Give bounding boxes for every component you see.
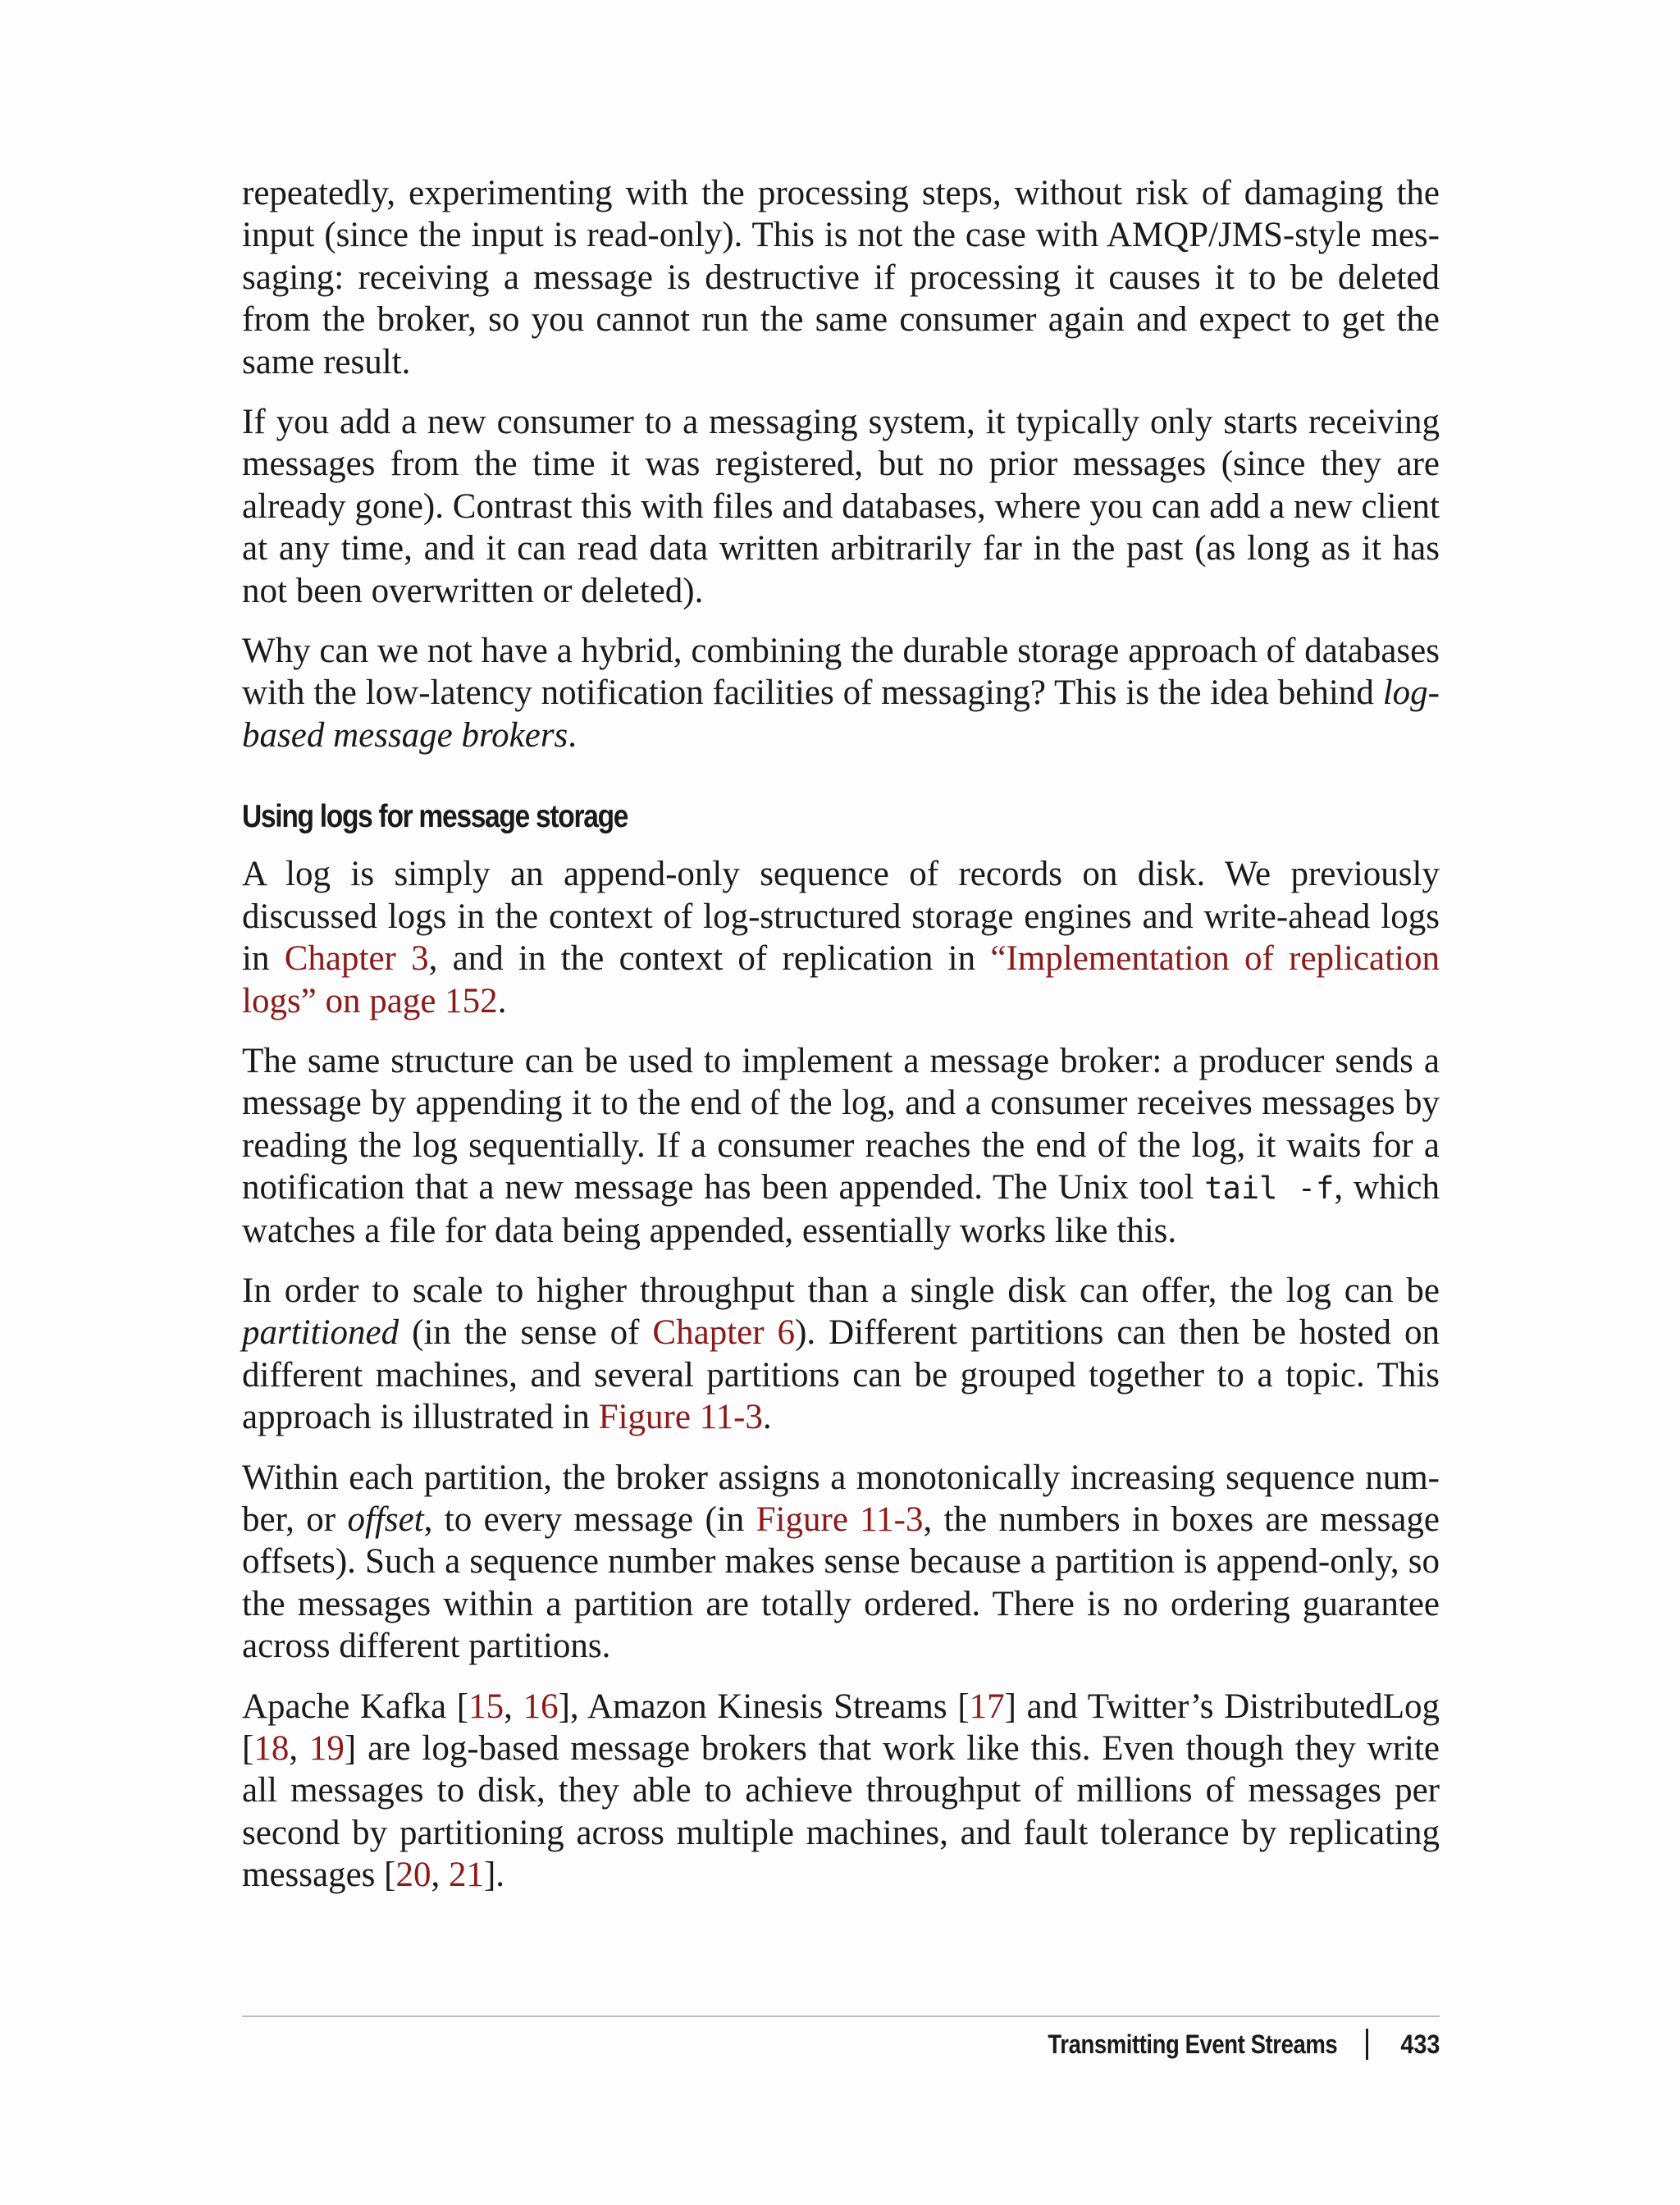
paragraph-8-e: ]. [483, 1856, 505, 1895]
page-number: 433 [1399, 2029, 1440, 2059]
paragraph-3-end: . [568, 715, 578, 755]
paragraph-6-text: In order to scale to higher throughput than a single disk can offer, the log can be [242, 1271, 1440, 1310]
paragraph-8 [242, 1686, 1440, 1897]
section-heading: Using logs for message storage [242, 799, 628, 835]
paragraph-7 [242, 1457, 1440, 1668]
paragraph-7-text: Within each partition, the broker assigns a monotonically increasing sequence number, or [242, 1458, 1440, 1539]
paragraph-4-mid: , and in the context of replication in [428, 939, 991, 979]
paragraph-5 [242, 1040, 1440, 1252]
paragraph-4-text: A log is simply an append-only sequence of records on disk. We previously discussed logs in the context of log-structured storage engines and write-ahead logs in [242, 855, 1440, 979]
code-tail-f: tail -f [1204, 1171, 1335, 1207]
ref-separator: , [431, 1856, 449, 1895]
ref-16[interactable]: 16 [523, 1687, 559, 1726]
link-figure-11-3-second[interactable]: Figure 11-3 [756, 1500, 924, 1539]
footer-separator [1366, 2029, 1368, 2060]
ref-separator: , [504, 1687, 523, 1726]
link-implementation-of-replication-logs[interactable]: “Implementation of replication logs” on page 152 [242, 939, 1440, 1020]
paragraph-4-end: . [497, 981, 507, 1020]
link-chapter-6[interactable]: Chapter 6 [652, 1313, 796, 1353]
paragraph-1 [242, 172, 1440, 383]
paragraph-3 [242, 630, 1440, 756]
term-offset: offset [347, 1500, 424, 1539]
paragraph-7-mid: , to every message (in [423, 1500, 756, 1539]
ref-17[interactable]: 17 [969, 1687, 1005, 1726]
ref-separator: , [289, 1729, 309, 1768]
paragraph-8-b: ], Amazon Kinesis Streams [ [558, 1687, 970, 1726]
ref-20[interactable]: 20 [395, 1856, 431, 1895]
link-figure-11-3[interactable]: Figure 11-3 [598, 1398, 763, 1437]
page-body [242, 172, 1440, 1915]
ref-18[interactable]: 18 [253, 1729, 290, 1768]
paragraph-8-d: ] are log-based message brokers that work like this. Even though they write all messages to disk, they able to achieve throughput of millions of messages per second by partitioning across multiple machines, and fault tolerance by replicating messages [ [242, 1729, 1440, 1895]
term-partitioned: partitioned [242, 1313, 399, 1353]
term-log-based-message-brokers: log-based message brokers [242, 673, 1440, 755]
ref-21[interactable]: 21 [448, 1856, 484, 1895]
paragraph-6-end: . [762, 1398, 772, 1437]
footer-rule [242, 2016, 1440, 2017]
paragraph-6-mid2: ). Different partitions can then be hosted on different machines, and several partitions can be grouped together to a topic. This approach is illustrated in [242, 1313, 1440, 1437]
ref-15[interactable]: 15 [468, 1687, 504, 1726]
paragraph-6-mid: (in the sense of [399, 1313, 653, 1353]
paragraph-1-text: repeatedly, experimenting with the processing steps, without risk of damaging the input (since the input is read-only). This is not the case with AMQP/JMS-style messaging: receiving a message is destructive if processing it causes it to be deleted from the broker, so you cannot run the same consumer again and expect to get the same result. [242, 174, 1440, 381]
link-chapter-3[interactable]: Chapter 3 [284, 939, 429, 979]
paragraph-8-c: ] and Twitter’s DistributedLog [ [242, 1687, 1440, 1768]
paragraph-2 [242, 401, 1440, 612]
paragraph-7-end: , the numbers in boxes are message offsets). Such a sequence number makes sense because a partition is append-only, so the messages within a partition are totally ordered. There is no ordering guarantee across different partitions. [242, 1500, 1440, 1666]
paragraph-8-a: Apache Kafka [ [242, 1687, 469, 1726]
ref-19[interactable]: 19 [308, 1729, 345, 1768]
paragraph-5-text: The same structure can be used to implement a message broker: a producer sends a message by appending it to the end of the log, and a consumer receives messages by reading the log sequentially. If a consumer reaches the end of the log, it waits for a notification that a new message has been appended. The Unix tool [242, 1041, 1440, 1208]
page-footer [1001, 2028, 1440, 2061]
paragraph-4 [242, 853, 1440, 1022]
paragraph-6 [242, 1270, 1440, 1439]
paragraph-2-text: If you add a new consumer to a messaging system, it typically only starts receiving messages from the time it was registered, but no prior messages (since they are already gone). Contrast this with files and databases, where you can add a new client at any time, and it can read data written arbitrarily far in the past (as long as it has not been overwritten or deleted). [242, 403, 1440, 610]
running-title: Transmitting Event Streams [1048, 2029, 1338, 2059]
paragraph-3-text: Why can we not have a hybrid, combining the durable storage approach of databases with the low-latency notification facilities of messaging? This is the idea behind [242, 632, 1440, 713]
paragraph-5-end: , which watches a file for data being appended, essentially works like this. [242, 1168, 1440, 1250]
